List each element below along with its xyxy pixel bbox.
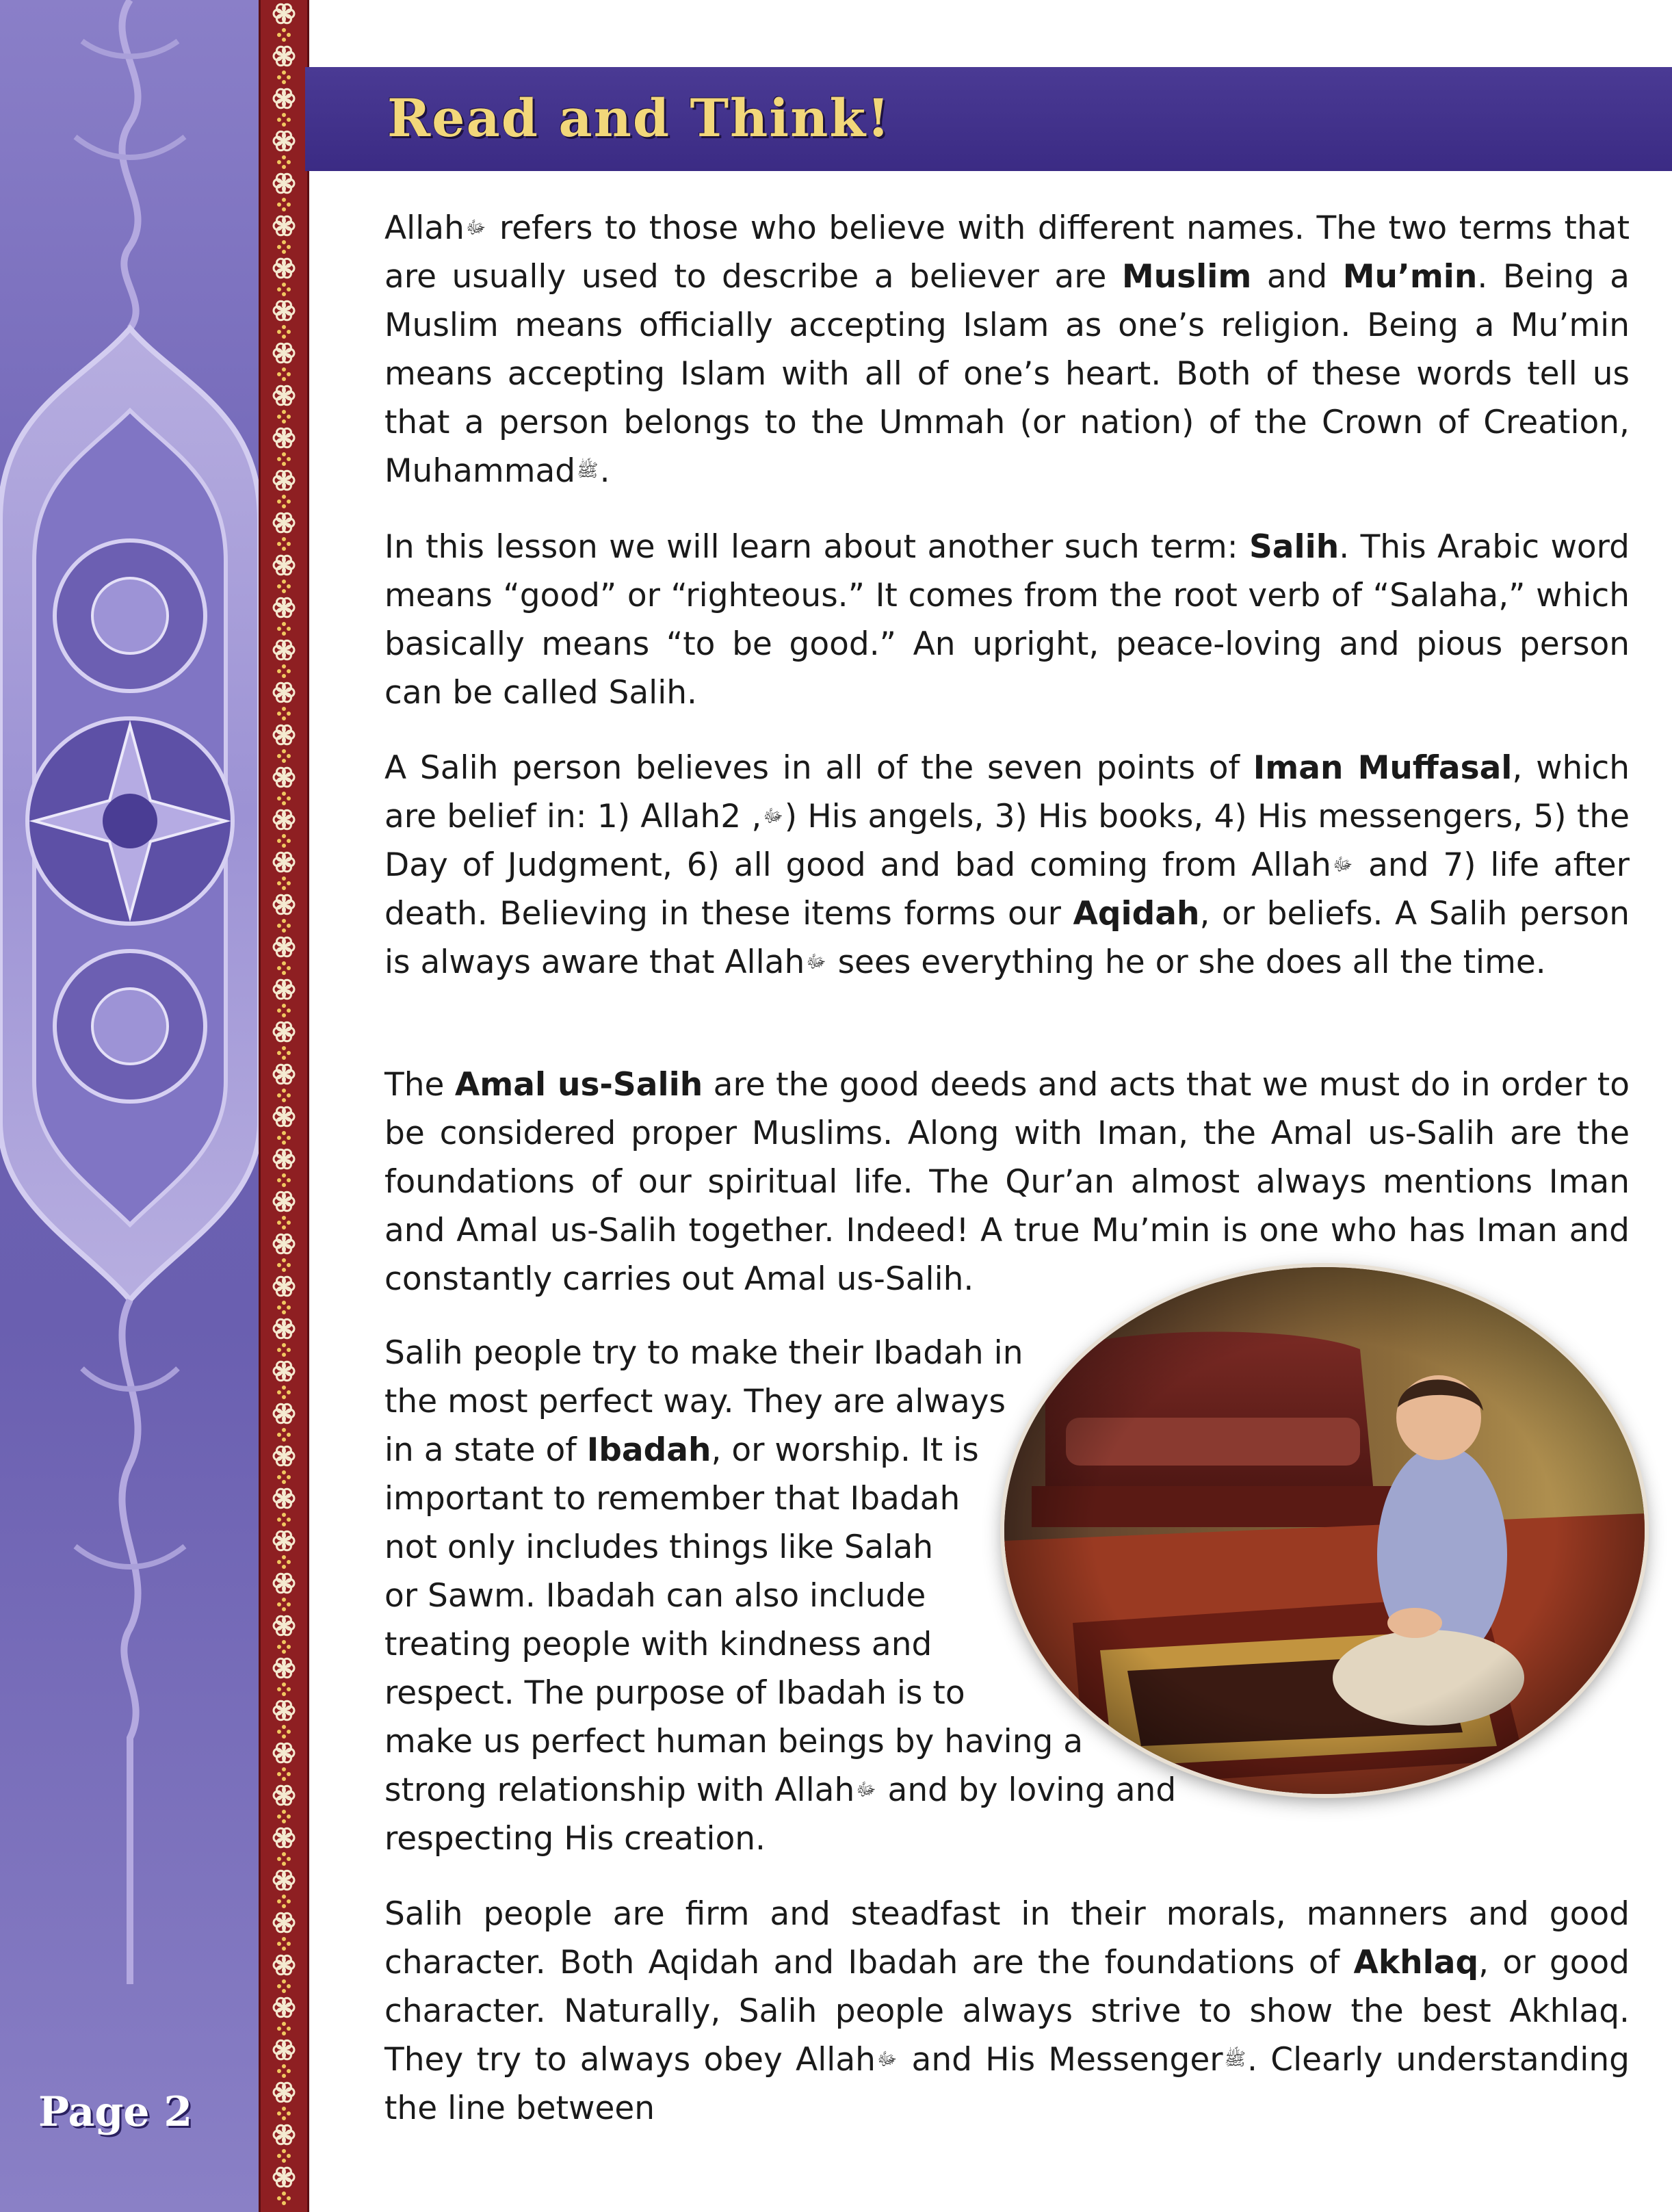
border-flower-icon — [274, 1234, 294, 1253]
term-salih: Salih — [1249, 528, 1340, 566]
border-dots-icon — [277, 28, 291, 42]
border-dots-icon — [277, 1513, 291, 1526]
border-flower-icon — [274, 1446, 294, 1466]
border-dots-icon — [277, 749, 291, 763]
border-flower-icon — [274, 471, 294, 490]
term-mumin: Mu’min — [1342, 258, 1478, 296]
border-dots-icon — [277, 1301, 291, 1314]
border-dots-icon — [277, 1046, 291, 1060]
decorative-side-panel — [0, 0, 260, 2212]
border-flower-icon — [274, 1107, 294, 1126]
border-flower-icon — [274, 386, 294, 405]
border-flower-icon — [274, 1743, 294, 1762]
border-flower-icon — [274, 937, 294, 957]
border-flower-icon — [274, 2083, 294, 2102]
border-dots-icon — [277, 2191, 291, 2205]
border-dots-icon — [277, 1343, 291, 1357]
border-flower-icon — [274, 725, 294, 744]
paragraph-2: In this lesson we will learn about another such term: Salih. This Arabic word means “good” or “righteous.” It comes from the root verb of “Salaha,” which basically means “to be good.” An upright, peace-loving and pious person can be called Salih. — [384, 528, 1630, 712]
border-dots-icon — [277, 1004, 291, 1017]
border-dots-icon — [277, 707, 291, 720]
border-dots-icon — [277, 155, 291, 169]
border-flower-icon — [274, 556, 294, 575]
border-flower-icon — [274, 598, 294, 617]
paragraph-3: A Salih person believes in all of the seven points of Iman Muffasal, which are belief in: 1) Allah ﷻ, 2) His angels, 3) His books, 4) His messengers, 5) the Day of Judgment, 6) all good and bad coming from Allahﷻ and 7) life after death. Believing in these items forms our Aqidah, or beliefs. A Salih person is always aware that Allahﷻ sees everything he or she does all the time. — [384, 749, 1630, 981]
border-flower-icon — [274, 1701, 294, 1720]
term-amal-us-salih: Amal us-Salih — [454, 1066, 703, 1104]
border-flower-icon — [274, 1871, 294, 1890]
page-title: Read and Think! — [387, 88, 891, 148]
border-flower-icon — [274, 768, 294, 787]
flower-border-icon — [261, 0, 307, 2212]
border-flower-icon — [274, 89, 294, 108]
border-flower-icon — [274, 683, 294, 702]
border-dots-icon — [277, 1131, 291, 1145]
paragraph-6: Salih people are firm and steadfast in their morals, manners and good character. Both Aqidah and Ibadah are the foundations of Akhlaq, or good character. Naturally, Salih people always strive to show the best Akhlaq. They try to always obey Allahﷻ and His Messengerﷺ. Clearly understanding the line between — [384, 1895, 1630, 2127]
border-flower-icon — [274, 1574, 294, 1593]
paragraph-5: Salih people try to make their Ibadah in the most perfect way. They are always in a state of Ibadah, or worship. It is important to remember that Ibadah not only includes things like Salah or Sawm. Ibadah can also include treating people with kindness and respect. The purpose of Ibadah is to make us perfect human beings by having a strong relationship with Allahﷻ and by loving and respecting His creation. — [384, 1334, 1177, 1858]
border-dots-icon — [277, 961, 291, 975]
term-iman-muffasal: Iman Muffasal — [1253, 749, 1513, 787]
border-flower-icon — [274, 1531, 294, 1550]
border-flower-icon — [274, 301, 294, 320]
border-dots-icon — [277, 1598, 291, 1611]
allah-honorific-icon: ﷻ — [806, 952, 826, 972]
border-flower-icon — [274, 1149, 294, 1169]
border-dots-icon — [277, 1216, 291, 1229]
border-dots-icon — [277, 1937, 291, 1951]
allah-honorific-icon: ﷻ — [856, 1780, 876, 1800]
border-dots-icon — [277, 792, 291, 805]
allah-honorific-icon: ﷻ — [876, 2049, 898, 2070]
border-dots-icon — [277, 1555, 291, 1569]
border-flower-icon — [274, 1022, 294, 1041]
border-dots-icon — [277, 410, 291, 424]
border-dots-icon — [277, 876, 291, 890]
border-dots-icon — [277, 283, 291, 296]
border-dots-icon — [277, 1682, 291, 1696]
border-dots-icon — [277, 1852, 291, 1866]
border-flower-icon — [274, 1192, 294, 1211]
border-dots-icon — [277, 495, 291, 508]
border-flower-icon — [274, 1913, 294, 1932]
border-flower-icon — [274, 980, 294, 999]
border-dots-icon — [277, 2064, 291, 2078]
border-flower-icon — [274, 343, 294, 363]
border-flower-icon — [274, 853, 294, 872]
arabesque-ornament-icon — [0, 0, 260, 2212]
border-dots-icon — [277, 70, 291, 84]
border-flower-icon — [274, 47, 294, 66]
border-dots-icon — [277, 240, 291, 254]
border-flower-icon — [274, 2168, 294, 2187]
term-akhlaq: Akhlaq — [1353, 1944, 1479, 1981]
prophet-honorific-icon: ﷺ — [1224, 2049, 1246, 2070]
border-dots-icon — [277, 580, 291, 593]
border-flower-icon — [274, 640, 294, 660]
border-dots-icon — [277, 2107, 291, 2120]
border-dots-icon — [277, 919, 291, 933]
border-dots-icon — [277, 1173, 291, 1187]
border-dots-icon — [277, 1385, 291, 1399]
border-flower-icon — [274, 1319, 294, 1338]
term-muslim: Muslim — [1121, 258, 1252, 296]
border-flower-icon — [274, 174, 294, 193]
page-number-label: Page 2 — [38, 2088, 193, 2136]
border-dots-icon — [277, 1767, 291, 1781]
border-flower-icon — [274, 1489, 294, 1508]
border-flower-icon — [274, 1786, 294, 1805]
border-flower-icon — [274, 513, 294, 532]
border-flower-icon — [274, 1616, 294, 1635]
border-dots-icon — [277, 452, 291, 466]
border-flower-icon — [274, 2040, 294, 2059]
border-flower-icon — [274, 131, 294, 151]
border-flower-icon — [274, 1828, 294, 1847]
border-flower-icon — [274, 428, 294, 447]
border-dots-icon — [277, 1428, 291, 1442]
prophet-honorific-icon: ﷺ — [577, 460, 599, 481]
border-dots-icon — [277, 113, 291, 127]
border-dots-icon — [277, 1979, 291, 1993]
border-flower-icon — [274, 1955, 294, 1975]
border-flower-icon — [274, 259, 294, 278]
ornamental-border-strip — [259, 0, 309, 2212]
border-dots-icon — [277, 537, 291, 551]
border-flower-icon — [274, 810, 294, 829]
border-dots-icon — [277, 1089, 291, 1102]
border-dots-icon — [277, 1470, 291, 1484]
border-flower-icon — [274, 895, 294, 914]
term-aqidah: Aqidah — [1073, 895, 1200, 933]
border-flower-icon — [274, 1404, 294, 1423]
border-dots-icon — [277, 325, 291, 339]
border-flower-icon — [274, 216, 294, 235]
allah-honorific-icon: ﷻ — [763, 806, 783, 827]
border-flower-icon — [274, 1998, 294, 2017]
border-flower-icon — [274, 1277, 294, 1296]
border-dots-icon — [277, 1810, 291, 1823]
border-dots-icon — [277, 198, 291, 211]
border-dots-icon — [277, 1895, 291, 1908]
border-dots-icon — [277, 2022, 291, 2035]
border-dots-icon — [277, 2149, 291, 2163]
border-dots-icon — [277, 367, 291, 381]
border-dots-icon — [277, 1725, 291, 1739]
border-dots-icon — [277, 1258, 291, 1272]
border-dots-icon — [277, 664, 291, 678]
border-flower-icon — [274, 2125, 294, 2144]
border-dots-icon — [277, 834, 291, 848]
allah-honorific-icon: ﷻ — [1332, 855, 1353, 875]
border-flower-icon — [274, 1658, 294, 1678]
paragraph-1: Allahﷻ refers to those who believe with different names. The two terms that are usually used to describe a believer are Muslim and Mu’min. Being a Muslim means officially accepting Islam as one’s religion. Being a Mu’min means accepting Islam with all of one’s heart. Both of these words tell us that a person belongs to the Ummah (or nation) of the Crown of Creation, Muhammadﷺ. — [384, 209, 1630, 490]
allah-honorific-icon: ﷻ — [465, 218, 486, 238]
border-dots-icon — [277, 622, 291, 636]
paragraph-4: The Amal us-Salih are the good deeds and acts that we must do in order to be considered proper Muslims. Along with Iman, the Amal us-Salih are the foundations of our spiritual life. The Qur’an almost always mentions Iman and Amal us-Salih together. Indeed! A true Mu’min is one who has Iman and constantly carries out Amal us-Salih. — [384, 1066, 1630, 1298]
border-flower-icon — [274, 4, 294, 23]
border-flower-icon — [274, 1065, 294, 1084]
border-flower-icon — [274, 1362, 294, 1381]
term-ibadah: Ibadah — [586, 1431, 711, 1469]
border-dots-icon — [277, 1640, 291, 1654]
